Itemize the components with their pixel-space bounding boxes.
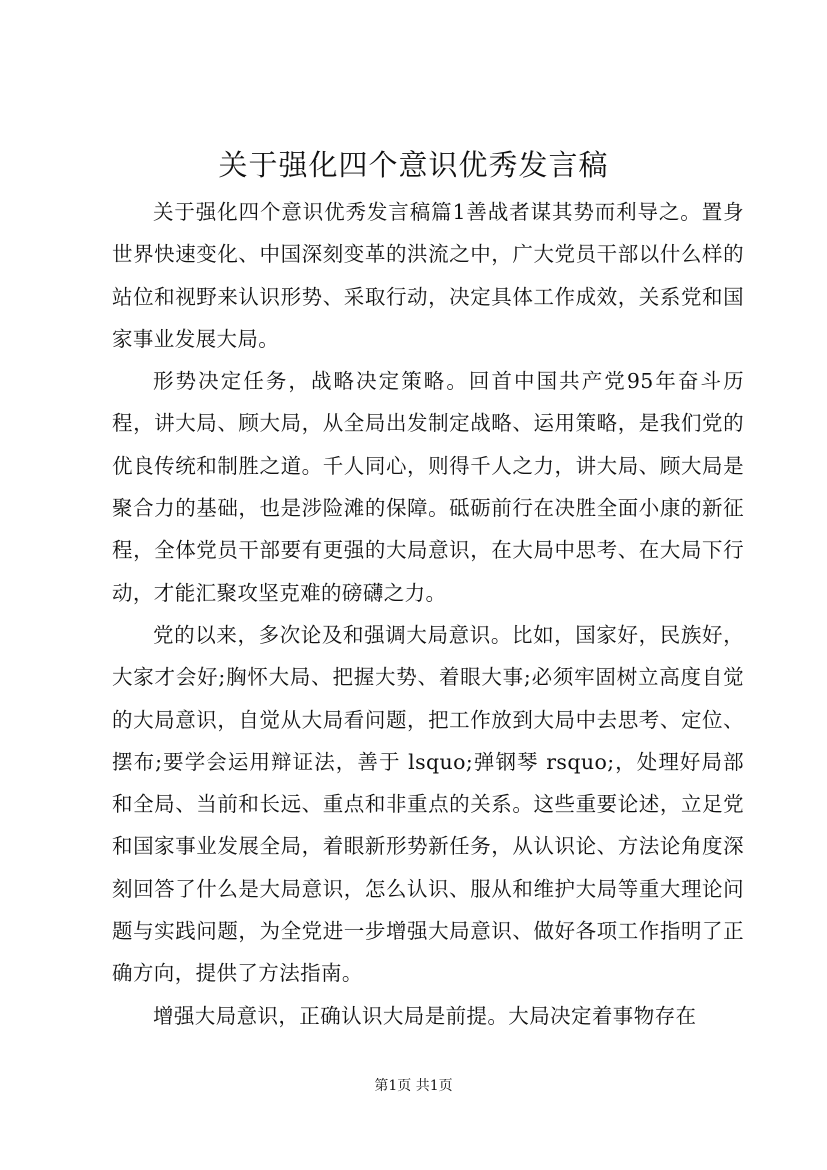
document-body: [112, 191, 744, 1037]
paragraph-4: 增强大局意识，正确认识大局是前提。大局决定着事物存在: [153, 1003, 697, 1028]
paragraph-2: 形势决定任务，战略决定策略。回首中国共产党95年奋斗历程，讲大局、顾大局，从全局出发制定战略、运用策略，是我们党的优良传统和制胜之道。千人同心，则得千人之力，讲大局、顾大局是聚合力的基础，也是涉险滩的保障。砥砺前行在决胜全面小康的新征程，全体党员干部要有更强的大局意识，在大局中思考、在大局下行动，才能汇聚攻坚克难的磅礴之力。: [112, 369, 744, 605]
paragraph-3: 党的以来，多次论及和强调大局意识。比如，国家好，民族好，大家才会好;胸怀大局、把握大势、着眼大事;必须牢固树立高度自觉的大局意识，自觉从大局看问题，把工作放到大局中去思考、定位、摆布;要学会运用辩证法，善于 lsquo;弹钢琴 rsquo;，处理好局部和全局、当前和长远、重点和非重点的关系。这些重要论述，立足党和国家事业发展全局，着眼新形势新任务，从认识论、方法论角度深刻回答了什么是大局意识，怎么认识、服从和维护大局等重大理论问题与实践问题，为全党进一步增强大局意识、做好各项工作指明了正确方向，提供了方法指南。: [112, 622, 744, 986]
paragraph-1: 关于强化四个意识优秀发言稿篇1善战者谋其势而利导之。置身世界快速变化、中国深刻变革的洪流之中，广大党员干部以什么样的站位和视野来认识形势、采取行动，决定具体工作成效，关系党和国家事业发展大局。: [112, 200, 744, 351]
page-footer: 第1页 共1页: [374, 1078, 453, 1094]
document-title: 关于强化四个意识优秀发言稿: [218, 148, 609, 182]
